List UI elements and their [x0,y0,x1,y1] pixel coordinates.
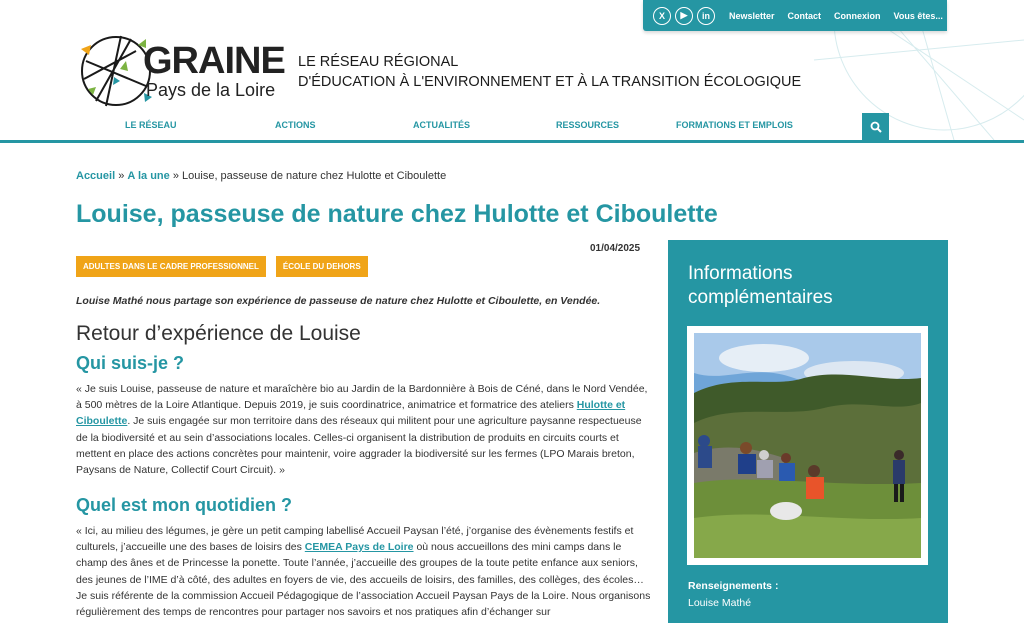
section-heading: Retour d’expérience de Louise [76,322,361,345]
hulotte-ciboulette-link[interactable]: Hulotte et Ciboulette [76,399,626,428]
nav-item-reseau[interactable]: LE RÉSEAU [125,120,177,130]
paragraph-text: « Ici, au milieu des légumes, je gère un petit camping labellisé Accueil Paysan l’été, j’organise des évènements festifs et culturels, j’accueille une des bases de loisirs des [76,525,634,554]
logo-title: GRAINE [143,40,285,82]
subheading-quotidien: Quel est mon quotidien ? [76,495,292,515]
sidebar-title: Informations complémentaires [688,263,833,308]
search-button[interactable] [862,113,889,140]
nav-item-formations[interactable]: FORMATIONS ET EMPLOIS [676,120,793,130]
nav-item-actualites[interactable]: ACTUALITÉS [413,120,470,130]
tag-adultes[interactable]: ADULTES DANS LE CADRE PROFESSIONNEL [76,256,266,277]
sidebar-label: Renseignements : [688,580,779,592]
breadcrumb-separator: » [172,170,179,182]
paragraph-text: où nous accueillons des mini camps dans le champ des ânes et de Princesse la ponette. Toute l’année, j’accueille des groupes de la toute petite enfance aux seniors, des jeunes de l’IME d’à côté, des adultes en foyers de vie, des accueils de loisirs, des familles, des collèges, des écoles… Je suis référente de la commission Accueil Pédagogique de l’association Accueil Paysan Pays de la Loire. Nous organisons régulièrement des temps de rencontres pour partager nos savoirs et nos pratiques afin d’échanger sur [76,541,651,619]
paragraph-quotidien [76,523,654,620]
logo-subtitle: Pays de la Loire [146,80,276,100]
article-date: 01/04/2025 [590,243,641,254]
cemea-link[interactable]: CEMEA Pays de Loire [304,541,414,554]
breadcrumb-section[interactable]: A la une [127,170,170,182]
paragraph-text: . Je suis engagée sur mon territoire dans des réseaux qui militent pour une agriculture paysanne respectueuse de la biodiversité et au sein d’associations locales. Celles-ci organisent la distribution de produits en circuits courts et mettent en place des actions concrètes pour maintenir, voire aggrader la biodiversité sur les fermes (LPO Marais breton, Paysans de Nature, Collectif Court Circuit). » [76,415,642,477]
article-intro: Louise Mathé nous partage son expérience de passeuse de nature chez Hulotte et Ciboulette, en Vendée. [76,295,601,307]
paragraph-qui-suis-je [76,381,654,478]
x-icon[interactable]: X [653,7,671,25]
page-title: Louise, passeuse de nature chez Hulotte et Ciboulette [76,200,718,228]
sidebar-info [668,240,948,623]
top-links [729,11,943,21]
article-photo[interactable] [694,333,921,558]
top-bar [643,0,947,31]
site-tagline [298,52,801,92]
photo-frame [687,326,928,565]
contact-link[interactable]: Contact [787,10,822,21]
you-are-link[interactable]: Vous êtes... [893,10,943,21]
youtube-icon[interactable]: ▶ [675,7,693,25]
tagline-line-1: LE RÉSEAU RÉGIONAL [298,54,459,70]
paragraph-text: « Je suis Louise, passeuse de nature et maraîchère bio au Jardin de la Bardonnière à Bois de Céné, dans le Nord Vendée, à 500 mètres de la Loire Atlantique. Depuis 2019, je suis coordinatrice, animatrice et formatrice des ateliers [76,383,648,412]
nav-item-actions[interactable]: ACTIONS [275,120,316,130]
tag-ecole-dehors[interactable]: ÉCOLE DU DEHORS [276,256,368,277]
linkedin-icon[interactable]: in [697,7,715,25]
breadcrumb [76,170,446,182]
login-link[interactable]: Connexion [834,10,881,21]
breadcrumb-separator: » [118,170,125,182]
social-links [653,7,715,25]
nav-item-ressources[interactable]: RESSOURCES [556,120,620,130]
tagline-line-2: D'ÉDUCATION À L'ENVIRONNEMENT ET À LA TRANSITION ÉCOLOGIQUE [298,74,802,90]
breadcrumb-home[interactable]: Accueil [76,170,116,182]
search-icon [870,121,882,133]
sidebar-contact-name: Louise Mathé [688,597,752,609]
main-nav [0,113,1024,143]
breadcrumb-current: Louise, passeuse de nature chez Hulotte et Ciboulette [182,170,447,182]
newsletter-link[interactable]: Newsletter [729,10,775,21]
article-tags [76,256,368,277]
subheading-qui-suis-je: Qui suis-je ? [76,353,185,373]
